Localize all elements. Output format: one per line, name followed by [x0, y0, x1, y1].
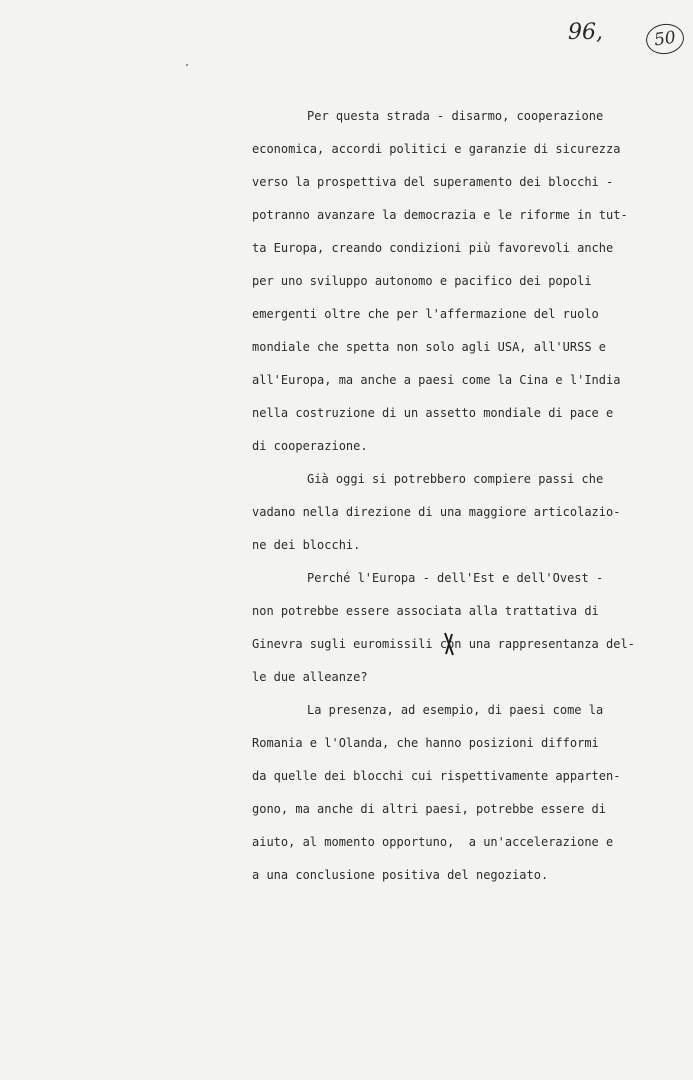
body-text [252, 104, 635, 896]
text-line: aiuto, al momento opportuno, a un'accelerazione e [252, 835, 614, 849]
text-line: ta Europa, creando condizioni più favorevoli anche [252, 241, 614, 255]
text-line: per uno sviluppo autonomo e pacifico dei popoli [252, 274, 592, 288]
text-line: gono, ma anche di altri paesi, potrebbe essere di [252, 802, 607, 816]
text-line: Romania e l'Olanda, che hanno posizioni difformi [252, 736, 599, 750]
paragraph-3 [252, 566, 635, 698]
handwritten-correction-mark [443, 631, 455, 657]
scan-speck [186, 64, 188, 66]
text-line: Ginevra sugli euromissili con una rappresentanza del- [252, 637, 635, 651]
text-line: Perché l'Europa - dell'Est e dell'Ovest - [307, 571, 604, 585]
text-line: La presenza, ad esempio, di paesi come la [307, 703, 604, 717]
text-line: nella costruzione di un assetto mondiale di pace e [252, 406, 614, 420]
handwritten-page-number: 96, [568, 20, 603, 45]
paragraph-2 [252, 467, 620, 566]
text-line: Per questa strada - disarmo, cooperazione [307, 109, 604, 123]
text-line: ne dei blocchi. [252, 538, 361, 552]
text-line: mondiale che spetta non solo agli USA, all'URSS e [252, 340, 607, 354]
text-line: vadano nella direzione di una maggiore articolazio- [252, 505, 621, 519]
text-line: all'Europa, ma anche a paesi come la Cina e l'India [252, 373, 621, 387]
text-line: emergenti oltre che per l'affermazione del ruolo [252, 307, 599, 321]
circled-page-number: 50 [644, 22, 686, 57]
text-line: di cooperazione. [252, 439, 368, 453]
text-line: Già oggi si potrebbero compiere passi che [307, 472, 604, 486]
text-line: economica, accordi politici e garanzie di sicurezza [252, 142, 621, 156]
paragraph-1 [252, 104, 628, 467]
text-line: non potrebbe essere associata alla trattativa di [252, 604, 599, 618]
text-line: a una conclusione positiva del negoziato. [252, 868, 549, 882]
text-line: da quelle dei blocchi cui rispettivamente apparten- [252, 769, 621, 783]
text-line: potranno avanzare la democrazia e le riforme in tut- [252, 208, 628, 222]
text-line: verso la prospettiva del superamento dei blocchi - [252, 175, 614, 189]
paragraph-4 [252, 698, 620, 896]
text-line: le due alleanze? [252, 670, 368, 684]
